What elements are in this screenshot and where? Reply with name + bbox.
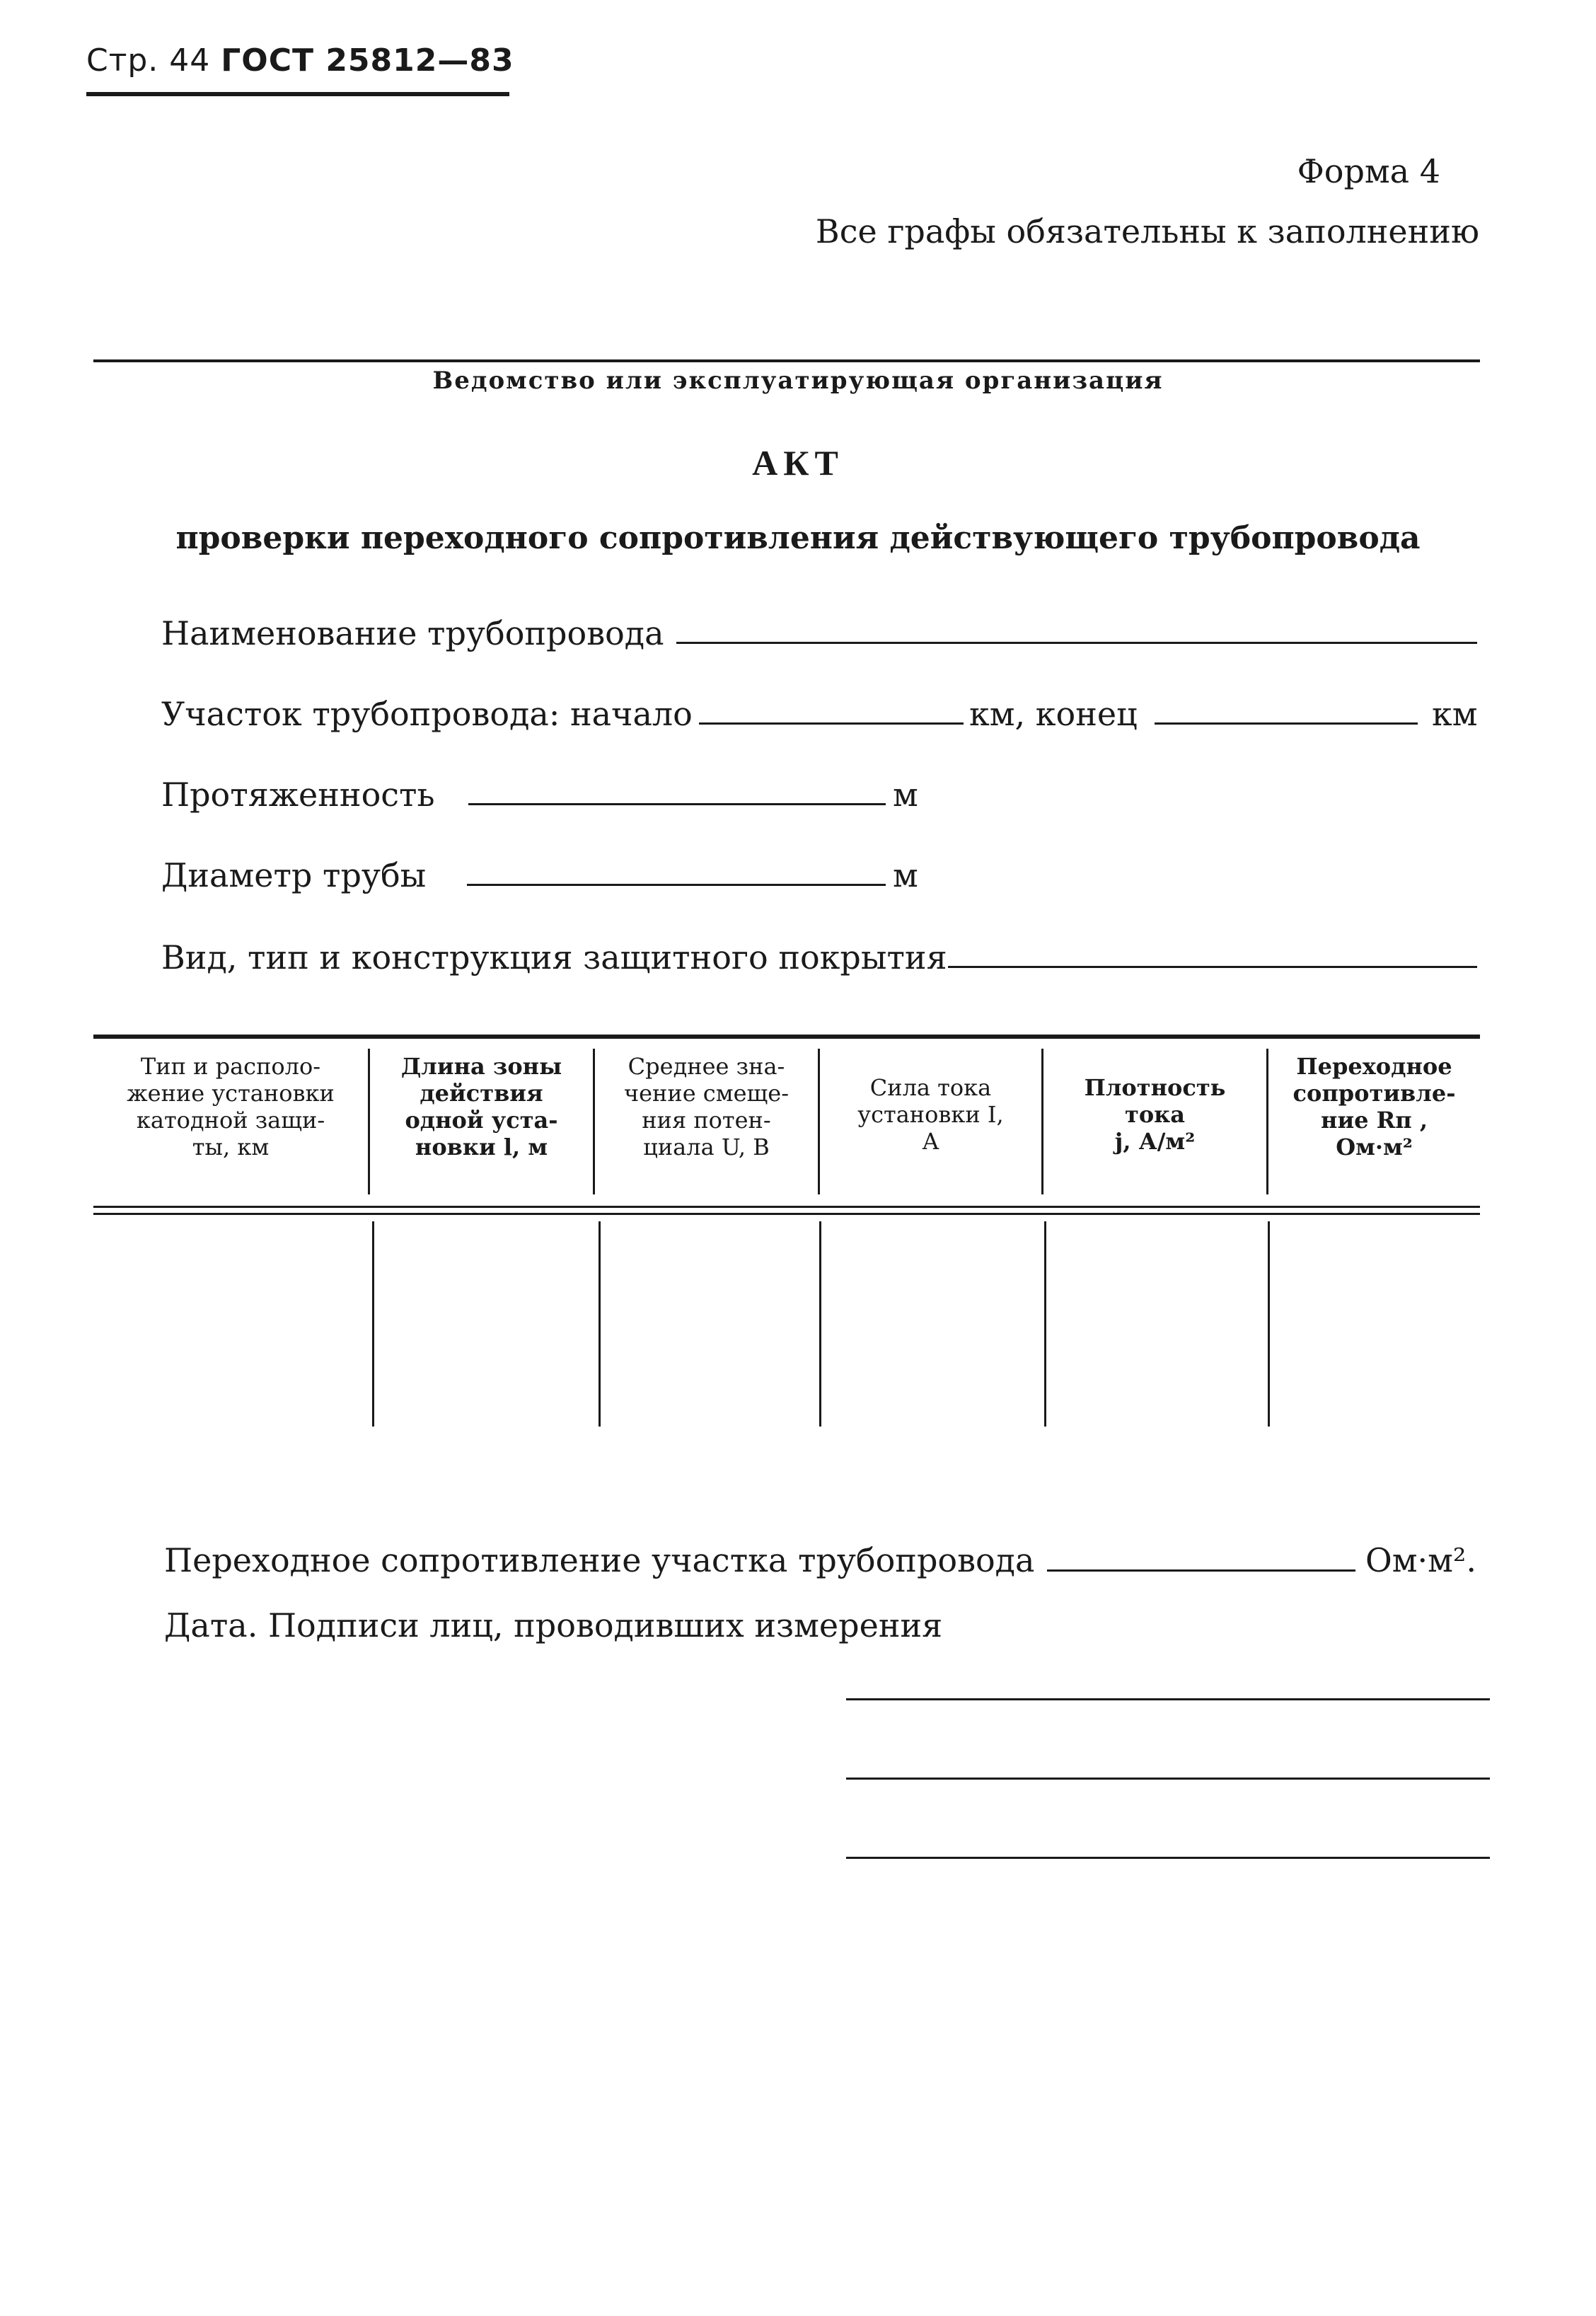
table-header-cell: Сила тока установки I, А: [857, 1074, 1004, 1155]
header-underline: [86, 92, 509, 96]
km-unit-label: км: [1432, 695, 1478, 733]
signature-line[interactable]: [846, 1698, 1490, 1700]
table-header-cell: Тип и располо- жение установки катодной защи- ты, км: [127, 1053, 335, 1160]
signature-line[interactable]: [846, 1857, 1490, 1859]
standard-number: ГОСТ 25812—83: [221, 42, 514, 79]
table-header-rule-double: [93, 1213, 1480, 1215]
resistance-label: Переходное сопротивление участка трубопровода: [164, 1541, 1035, 1579]
table-top-rule: [93, 1035, 1480, 1039]
signature-line[interactable]: [846, 1778, 1490, 1780]
km-end-label: км, конец: [969, 695, 1138, 733]
diameter-input-line[interactable]: [467, 884, 886, 886]
page-header: [86, 42, 514, 79]
signatures-label: Дата. Подписи лиц, проводивших измерения: [164, 1606, 943, 1644]
section-end-input-line[interactable]: [1155, 722, 1418, 725]
document-title: АКТ: [752, 443, 844, 483]
table-header-cell: Среднее зна- чение смеще- ния потен- циала U, В: [623, 1053, 790, 1160]
form-note: Все графы обязательны к заполнению: [815, 212, 1479, 250]
form-label: Форма 4: [1297, 152, 1440, 190]
table-header-rule: [93, 1206, 1480, 1208]
coating-label: Вид, тип и конструкция защитного покрытия: [161, 938, 947, 976]
coating-input-line[interactable]: [948, 966, 1477, 968]
diameter-label: Диаметр трубы: [161, 856, 427, 894]
table-header-cell: Плотность тока j, А/м²: [1084, 1074, 1226, 1155]
pipeline-name-input-line[interactable]: [676, 642, 1477, 644]
section-start-input-line[interactable]: [699, 722, 964, 725]
org-caption: Ведомство или эксплуатирующая организация: [432, 367, 1164, 395]
page-number: Стр. 44: [86, 42, 211, 79]
table-header-cell: Переходное сопротивле- ние Rп , Ом·м²: [1293, 1053, 1456, 1160]
resistance-input-line[interactable]: [1047, 1569, 1355, 1572]
length-input-line[interactable]: [468, 803, 886, 805]
diameter-unit: м: [893, 856, 918, 894]
length-unit: м: [893, 776, 918, 814]
pipeline-name-label: Наименование трубопровода: [161, 614, 664, 652]
section-start-label: Участок трубопровода: начало: [161, 695, 693, 733]
document-subtitle: проверки переходного сопротивления действующего трубопровода: [175, 520, 1421, 556]
table-empty-row[interactable]: [93, 1220, 1480, 1427]
resistance-unit: Ом·м².: [1365, 1541, 1476, 1579]
measurements-table: [93, 1035, 1480, 1438]
org-input-line[interactable]: [93, 359, 1480, 362]
table-header-cell: Длина зоны действия одной уста- новки l, м: [400, 1053, 562, 1160]
length-label: Протяженность: [161, 776, 435, 814]
